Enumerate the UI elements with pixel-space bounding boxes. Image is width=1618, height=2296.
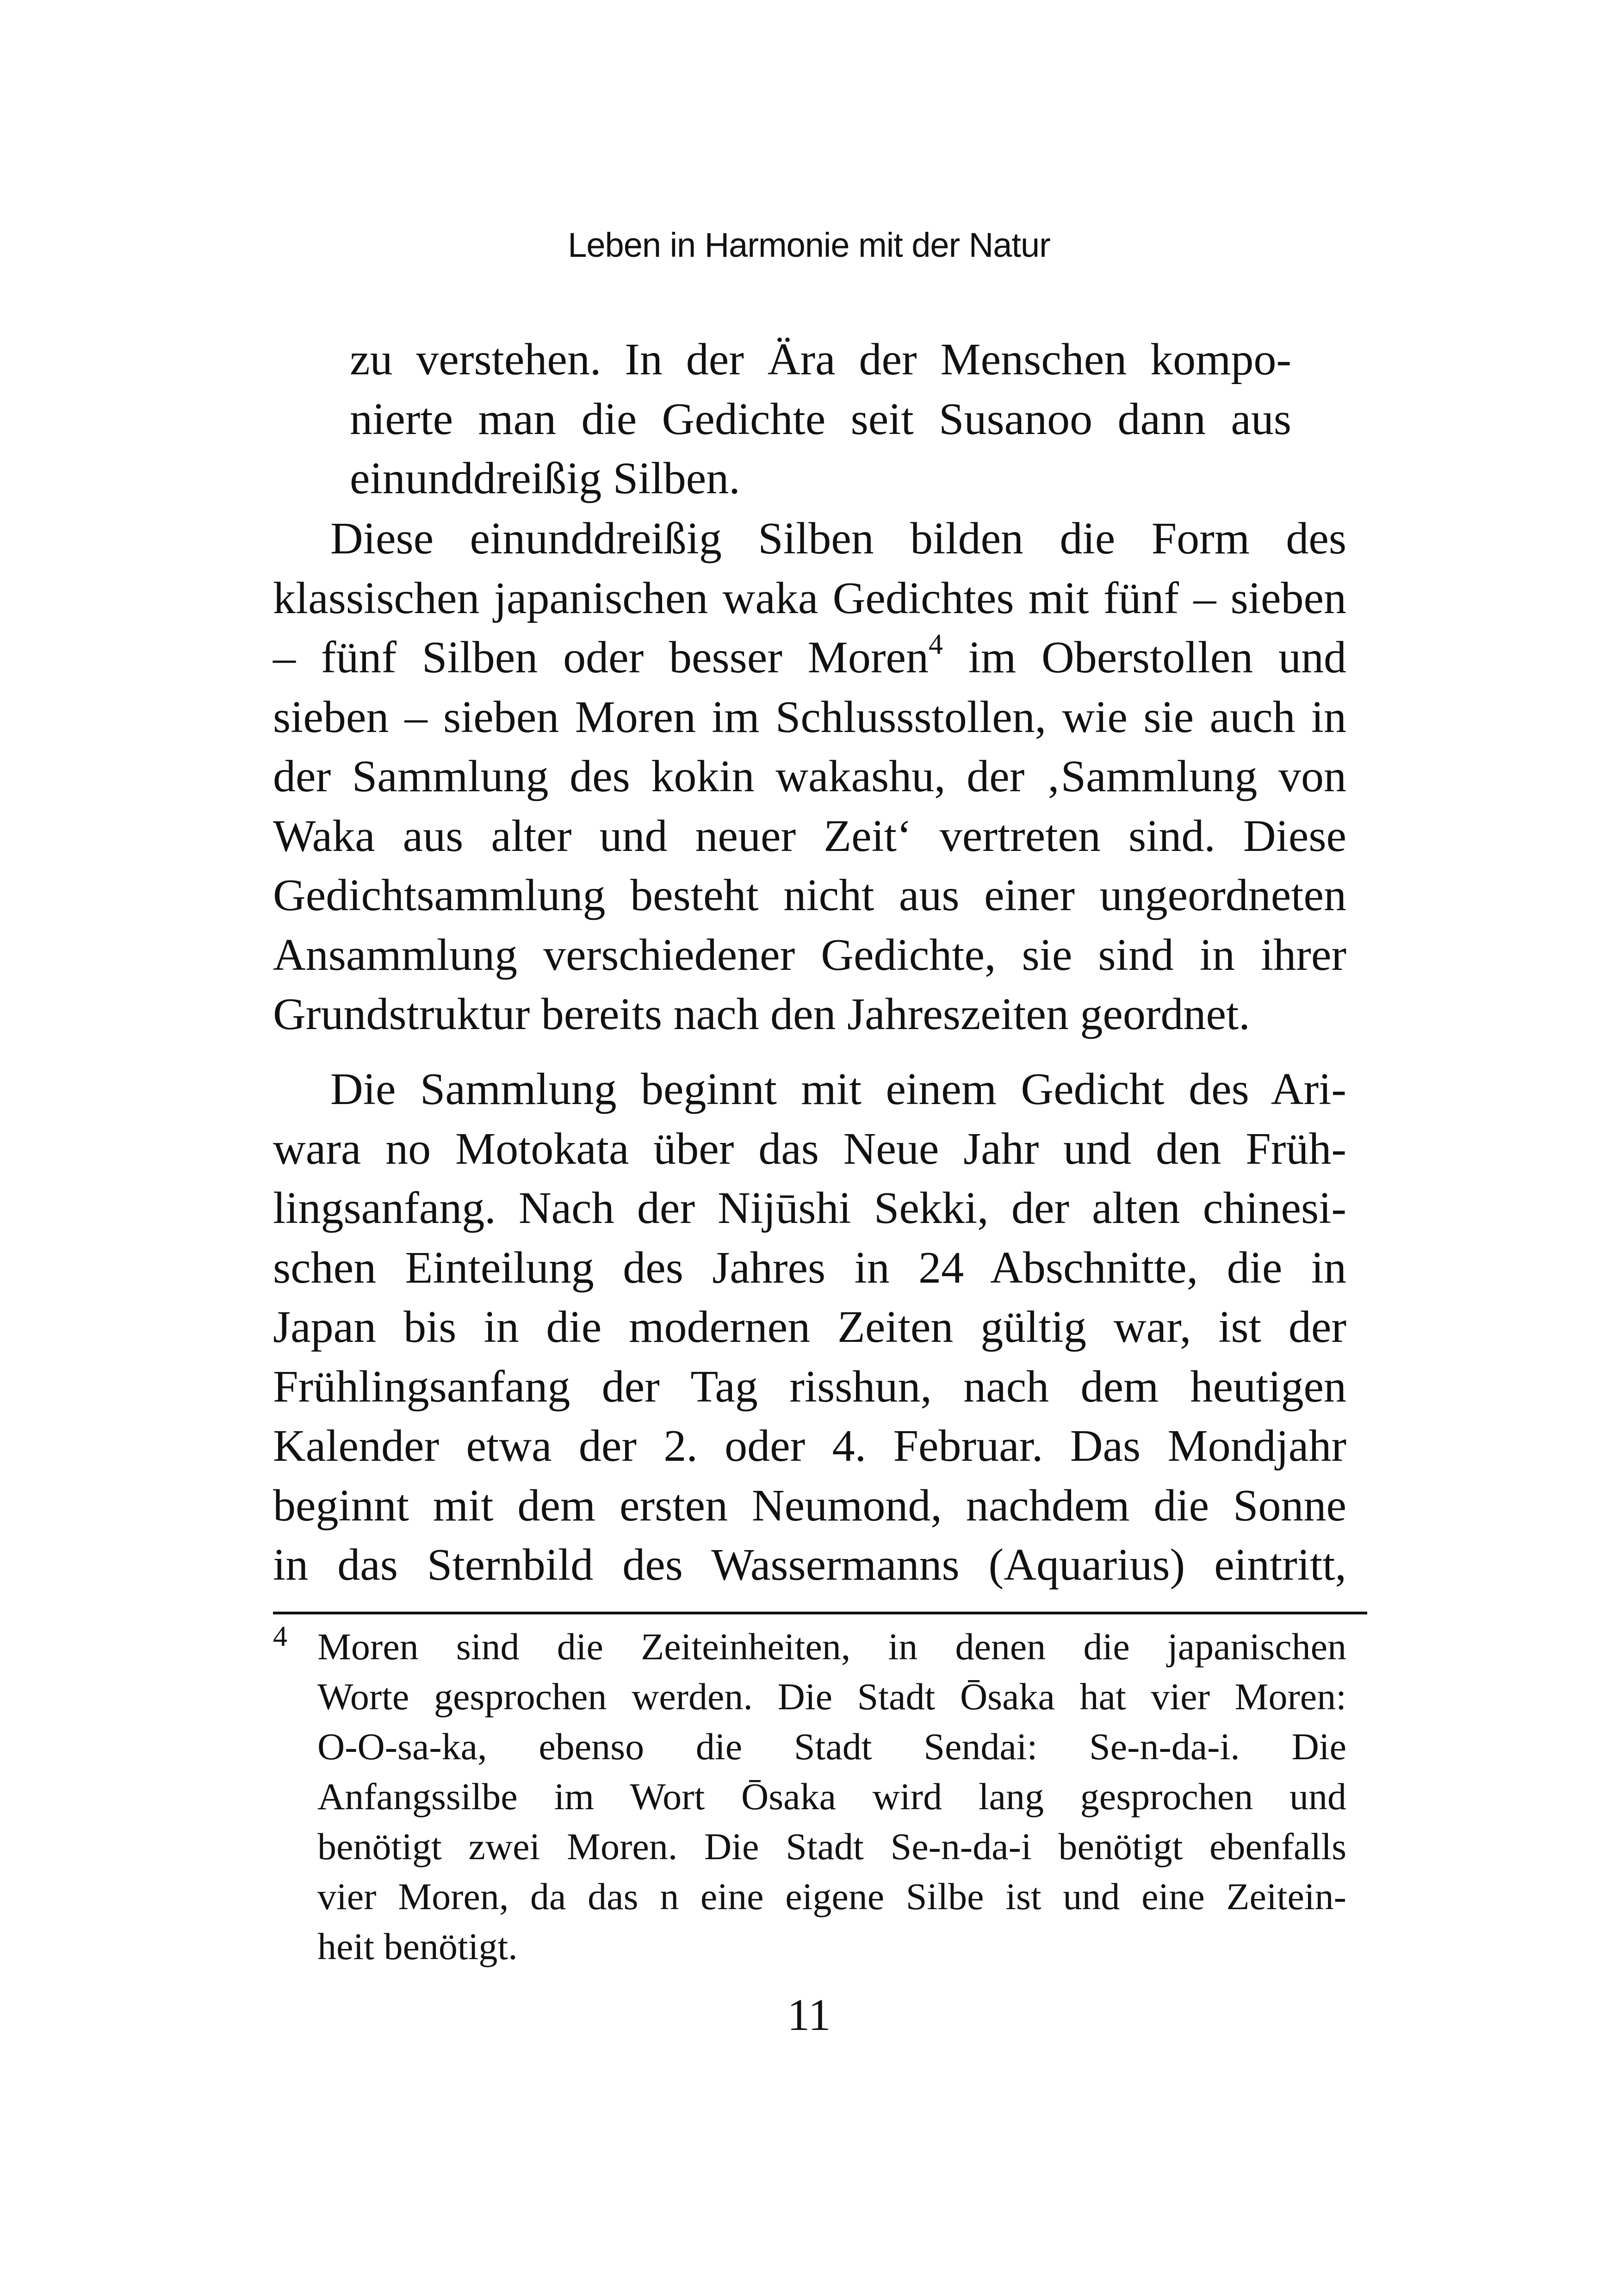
quote-line: zu verstehen. In der Ära der Menschen kompo-: [350, 335, 1291, 385]
footnote-line: Moren sind die Zeiteinheiten, in denen die japanischen: [317, 1626, 1346, 1668]
footnote-body: [317, 1622, 1346, 1972]
paragraph-2: [273, 1060, 1346, 1595]
paragraph-line: wara no Motokata über das Neue Jahr und den Früh-: [273, 1123, 1346, 1174]
paragraph-line: Ansammlung verschiedener Gedichte, sie sind in ihrer: [273, 930, 1346, 980]
paragraph-line: Gedichtsammlung besteht nicht aus einer ungeordneten: [273, 870, 1346, 920]
paragraph-line: in das Sternbild des Wassermanns (Aquarius) eintritt,: [273, 1540, 1346, 1590]
paragraph-line-part: im Oberstollen und: [968, 633, 1347, 683]
footnote-line: Worte gesprochen werden. Die Stadt Ōsaka hat vier Moren:: [317, 1675, 1346, 1718]
paragraph-line: Grundstruktur bereits nach den Jahreszeiten geordnet.: [273, 989, 1250, 1039]
paragraph-line: Japan bis in die modernen Zeiten gültig war, ist der: [273, 1302, 1346, 1352]
paragraph-line: beginnt mit dem ersten Neumond, nachdem die Sonne: [273, 1480, 1346, 1531]
running-head: Leben in Harmonie mit der Natur: [568, 226, 1050, 264]
paragraph-line: Waka aus alter und neuer Zeit‘ vertreten sind. Diese: [273, 811, 1346, 861]
footnote-reference[interactable]: 4: [928, 629, 943, 660]
page-number: 11: [787, 1990, 831, 2040]
paragraph-line: der Sammlung des kokin wakashu, der ‚Sammlung von: [273, 751, 1346, 801]
footnote-line: Anfangssilbe im Wort Ōsaka wird lang gesprochen und: [317, 1775, 1346, 1818]
footnote-line: O-O-sa-ka, ebenso die Stadt Sendai: Se-n-da-i. Die: [317, 1725, 1346, 1768]
paragraph-line: Diese einunddreißig Silben bilden die Form des: [330, 514, 1346, 564]
footnote: [273, 1622, 1346, 1972]
footnote-line: vier Moren, da das n eine eigene Silbe ist und eine Zeitein-: [317, 1875, 1346, 1917]
paragraph-line: klassischen japanischen waka Gedichtes mit fünf – sieben: [273, 573, 1346, 623]
footnote-divider: [273, 1612, 1367, 1614]
paragraph-line: sieben – sieben Moren im Schlussstollen, wie sie auch in: [273, 692, 1346, 742]
paragraph-line-part: – fünf Silben oder besser Moren: [273, 633, 929, 683]
paragraph-line: schen Einteilung des Jahres in 24 Abschnitte, die in: [273, 1242, 1346, 1293]
quote-line: nierte man die Gedichte seit Susanoo dann aus: [350, 394, 1291, 444]
paragraph-line: Die Sammlung beginnt mit einem Gedicht des Ari-: [330, 1064, 1346, 1114]
footnote-line: benötigt zwei Moren. Die Stadt Se-n-da-i benötigt ebenfalls: [317, 1825, 1346, 1868]
quote-line: einunddreißig Silben.: [350, 453, 740, 503]
paragraph-1: [273, 509, 1346, 1044]
paragraph-line-with-footnote: [273, 628, 1346, 688]
paragraph-line: Kalender etwa der 2. oder 4. Februar. Das Mondjahr: [273, 1421, 1346, 1471]
paragraph-line: lingsanfang. Nach der Nijūshi Sekki, der alten chinesi-: [273, 1183, 1346, 1233]
paragraph-line: Frühlingsanfang der Tag risshun, nach dem heutigen: [273, 1361, 1346, 1412]
footnote-line: heit benötigt.: [317, 1925, 518, 1967]
quote-block: [350, 330, 1291, 509]
footnote-number: 4: [273, 1621, 287, 1652]
